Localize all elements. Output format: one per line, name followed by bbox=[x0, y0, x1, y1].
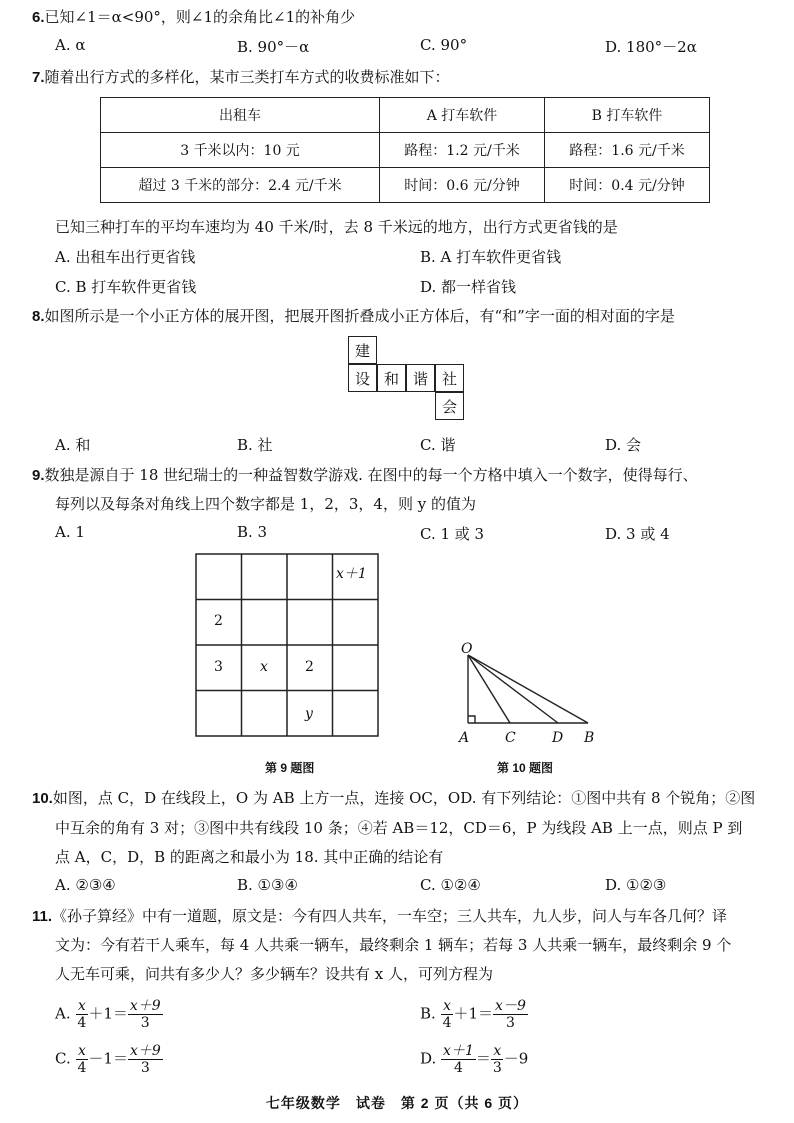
option-label: B. bbox=[420, 1004, 436, 1023]
q7-number: 7. bbox=[32, 69, 45, 86]
q11-option-b bbox=[420, 998, 528, 1031]
q9-option-c: C. 1 或 3 bbox=[420, 525, 485, 543]
q8-option-b: B. 社 bbox=[237, 436, 273, 454]
fare-cell: 3 千米以内：10 元 bbox=[101, 133, 380, 168]
q10-line2: 中互余的角有 3 对；③图中共有线段 10 条；④若 AB＝12，CD＝6，P 为线段 AB 上一点，则点 P 到 bbox=[55, 819, 743, 837]
q10-number: 10. bbox=[32, 790, 53, 807]
q10-option-c: C. ①②④ bbox=[420, 876, 481, 894]
point-a-label: A bbox=[459, 730, 470, 746]
numerator: x bbox=[493, 1043, 502, 1059]
point-o-label: O bbox=[461, 642, 473, 657]
q11-option-c bbox=[55, 1043, 163, 1076]
denominator: 4 bbox=[77, 1015, 87, 1031]
fare-cell: 时间：0.6 元/分钟 bbox=[380, 168, 545, 203]
equation-tail: －9 bbox=[503, 1049, 529, 1068]
q7-stem-line bbox=[32, 66, 450, 87]
grid-cell-3: 3 bbox=[214, 659, 223, 675]
fig10-diagram bbox=[455, 642, 605, 746]
q9-option-b: B. 3 bbox=[237, 523, 268, 541]
q8-stem: 如图所示是一个小正方体的展开图，把展开图折叠成小正方体后，有“和”字一面的相对面的字是 bbox=[44, 307, 675, 325]
grid-cell-2: 2 bbox=[214, 613, 223, 629]
fare-header-app-b: B 打车软件 bbox=[545, 98, 710, 133]
equation-operator: ＋1＝ bbox=[453, 1004, 494, 1023]
denominator: 3 bbox=[140, 1060, 150, 1076]
fare-table bbox=[100, 97, 710, 203]
q10-option-a: A. ②③④ bbox=[55, 876, 116, 894]
point-d-label: D bbox=[552, 730, 564, 746]
q10-line3: 点 A，C，D，B 的距离之和最小为 18. 其中正确的结论有 bbox=[55, 848, 444, 866]
net-face-she2: 社 bbox=[435, 364, 464, 392]
net-face-he: 和 bbox=[377, 364, 406, 392]
fraction bbox=[491, 1043, 504, 1076]
fare-cell: 路程：1.2 元/千米 bbox=[380, 133, 545, 168]
option-label: C. bbox=[55, 1049, 71, 1068]
fare-table-header bbox=[101, 98, 710, 133]
fare-table-row bbox=[101, 133, 710, 168]
fraction bbox=[76, 1043, 89, 1076]
numerator: x bbox=[78, 1043, 86, 1059]
q7-option-c: C. B 打车软件更省钱 bbox=[55, 278, 197, 296]
fare-cell: 超过 3 千米的部分：2.4 元/千米 bbox=[101, 168, 380, 203]
q8-number: 8. bbox=[32, 308, 45, 325]
grid-cell-2b: 2 bbox=[305, 659, 314, 675]
fig10-caption: 第 10 题图 bbox=[497, 761, 554, 775]
fraction bbox=[75, 998, 88, 1031]
fare-table-row bbox=[101, 168, 710, 203]
q8-option-a: A. 和 bbox=[55, 436, 91, 454]
net-face-hui: 会 bbox=[435, 392, 464, 420]
q10-line1 bbox=[32, 787, 755, 808]
grid-cell-x-plus-1: x＋1 bbox=[336, 566, 367, 582]
q6-option-c: C. 90° bbox=[420, 36, 468, 54]
denominator: 3 bbox=[505, 1015, 515, 1031]
q8-option-d: D. 会 bbox=[605, 436, 642, 454]
fraction bbox=[493, 998, 528, 1031]
q8-option-c: C. 谐 bbox=[420, 436, 456, 454]
q11-option-a bbox=[55, 998, 163, 1031]
q10-option-d: D. ①②③ bbox=[605, 876, 667, 894]
grid-cell-x: x bbox=[260, 659, 268, 675]
denominator: 4 bbox=[453, 1060, 463, 1076]
numerator: x＋9 bbox=[129, 1043, 161, 1059]
q7-question: 已知三种打车的平均车速均为 40 千米/时，去 8 千米远的地方，出行方式更省钱的是 bbox=[55, 218, 618, 236]
fare-cell: 时间：0.4 元/分钟 bbox=[545, 168, 710, 203]
q7-option-a: A. 出租车出行更省钱 bbox=[55, 248, 196, 266]
q10-option-b: B. ①③④ bbox=[237, 876, 298, 894]
q11-line1 bbox=[32, 905, 727, 926]
fare-cell: 路程：1.6 元/千米 bbox=[545, 133, 710, 168]
q7-stem: 随着出行方式的多样化，某市三类打车方式的收费标准如下： bbox=[44, 68, 450, 86]
net-face-jian: 建 bbox=[348, 336, 377, 364]
denominator: 3 bbox=[140, 1015, 150, 1031]
numerator: x bbox=[443, 998, 451, 1014]
numerator: x bbox=[77, 998, 86, 1014]
q11-option-d bbox=[420, 1043, 528, 1076]
net-face-she: 设 bbox=[348, 364, 377, 392]
numerator: x－9 bbox=[495, 998, 526, 1014]
sudoku-grid bbox=[195, 553, 380, 738]
q9-option-a: A. 1 bbox=[55, 523, 85, 541]
q9-number: 9. bbox=[32, 467, 45, 484]
grid-cell-y: y bbox=[305, 706, 313, 722]
equation-operator: －1＝ bbox=[88, 1049, 128, 1068]
option-label: D. bbox=[420, 1049, 437, 1068]
fig9-caption: 第 9 题图 bbox=[265, 761, 315, 775]
fraction bbox=[128, 998, 163, 1031]
q9-stem1: 数独是源自于 18 世纪瑞士的一种益智数学游戏. 在图中的每一个方格中填入一个数字，使得每行、 bbox=[44, 466, 698, 484]
point-c-label: C bbox=[505, 730, 516, 746]
point-b-label: B bbox=[584, 730, 595, 746]
q6-stem-line bbox=[32, 6, 355, 27]
fraction bbox=[441, 1043, 476, 1076]
equation-operator: ＋1＝ bbox=[88, 1004, 128, 1023]
fraction bbox=[128, 1043, 163, 1076]
denominator: 4 bbox=[442, 1015, 452, 1031]
numerator: x＋1 bbox=[443, 1043, 474, 1059]
q10-text1: 如图，点 C，D 在线段上，O 为 AB 上方一点，连接 OC，OD. 有下列结论：①图中共有 8 个锐角；②图 bbox=[52, 789, 756, 807]
q6-number: 6. bbox=[32, 9, 45, 26]
fare-header-app-a: A 打车软件 bbox=[380, 98, 545, 133]
q6-option-d: D. 180°－2α bbox=[605, 38, 697, 56]
q7-option-d: D. 都一样省钱 bbox=[420, 278, 517, 296]
fraction bbox=[441, 998, 454, 1031]
denominator: 3 bbox=[492, 1060, 502, 1076]
page-footer: 七年级数学 试卷 第 2 页（共 6 页） bbox=[265, 1095, 529, 1111]
q9-stem-line1 bbox=[32, 464, 698, 485]
q6-option-b: B. 90°－α bbox=[237, 38, 310, 56]
net-face-xie: 谐 bbox=[406, 364, 435, 392]
q8-stem-line bbox=[32, 305, 675, 326]
fare-header-taxi: 出租车 bbox=[101, 98, 380, 133]
q11-number: 11. bbox=[32, 908, 53, 925]
equation-operator: ＝ bbox=[475, 1049, 491, 1068]
q9-stem2: 每列以及每条对角线上四个数字都是 1，2，3，4，则 y 的值为 bbox=[55, 495, 476, 513]
option-label: A. bbox=[55, 1004, 71, 1023]
q11-text1: 《孙子算经》中有一道题，原文是：今有四人共车，一车空；三人共车，九人步，问人与车各几何？译 bbox=[52, 907, 728, 925]
q6-option-a: A. α bbox=[55, 36, 86, 54]
numerator: x＋9 bbox=[129, 998, 161, 1014]
q6-stem: 已知∠1＝α<90°，则∠1的余角比∠1的补角少 bbox=[44, 8, 356, 26]
q11-line3: 人无车可乘，问共有多少人？多少辆车？设共有 x 人，可列方程为 bbox=[55, 965, 493, 983]
q9-option-d: D. 3 或 4 bbox=[605, 525, 670, 543]
q7-option-b: B. A 打车软件更省钱 bbox=[420, 248, 562, 266]
q11-line2: 文为：今有若干人乘车，每 4 人共乘一辆车，最终剩余 1 辆车；若每 3 人共乘一辆车，最终剩余 9 个 bbox=[55, 936, 732, 954]
denominator: 4 bbox=[77, 1060, 87, 1076]
